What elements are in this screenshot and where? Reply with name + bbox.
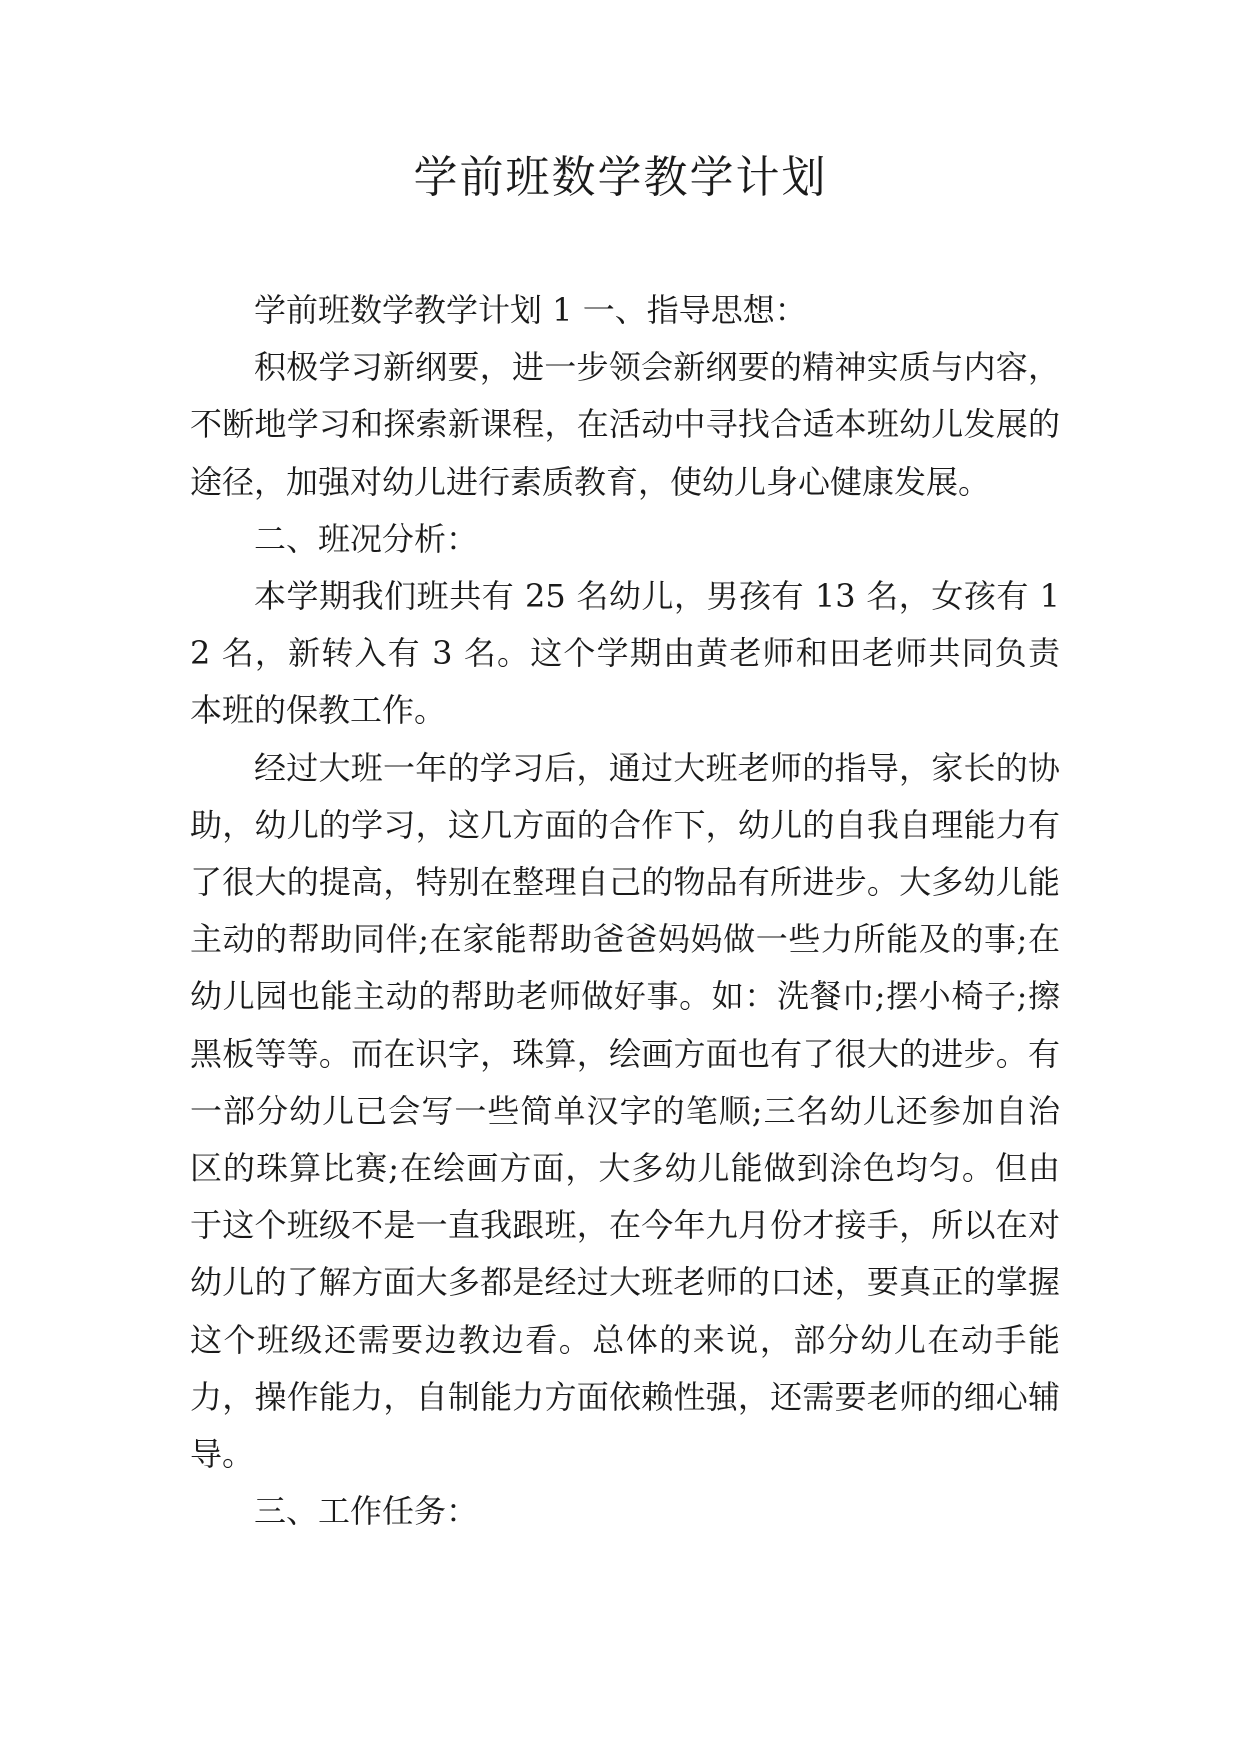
document-title: 学前班数学教学计划 bbox=[413, 152, 828, 203]
paragraph-intro-heading: 学前班数学教学计划 1 一、指导思想： bbox=[254, 291, 807, 329]
document-body bbox=[190, 282, 1060, 1540]
paragraph-guiding-thought: 积极学习新纲要，进一步领会新纲要的精神实质与内容，不断地学习和探索新课程，在活动中寻找合适本班幼儿发展的途径，加强对幼儿进行素质教育，使幼儿身心健康发展。 bbox=[190, 348, 1060, 501]
section-heading-class-analysis: 二、班况分析： bbox=[254, 519, 479, 558]
paragraph-class-progress: 经过大班一年的学习后，通过大班老师的指导，家长的协助，幼儿的学习，这几方面的合作下，幼儿的自我自理能力有了很大的提高，特别在整理自己的物品有所进步。大多幼儿能主动的帮助同伴;在家能帮助爸爸妈妈做一些力所能及的事;在幼儿园也能主动的帮助老师做好事。如：洗餐巾;摆小椅子;擦黑板等等。而在识字，珠算，绘画方面也有了很大的进步。有一部分幼儿已会写一些简单汉字的笔顺;三名幼儿还参加自治区的珠算比赛;在绘画方面，大多幼儿能做到涂色均匀。但由于这个班级不是一直我跟班，在今年九月份才接手，所以在对幼儿的了解方面大多都是经过大班老师的口述，要真正的掌握这个班级还需要边教边看。总体的来说，部分幼儿在动手能力，操作能力，自制能力方面依赖性强，还需要老师的细心辅导。 bbox=[190, 748, 1060, 1474]
section-heading-work-tasks: 三、工作任务： bbox=[254, 1492, 479, 1531]
paragraph-class-composition: 本学期我们班共有 25 名幼儿，男孩有 13 名，女孩有 12 名，新转入有 3 名。这个学期由黄老师和田老师共同负责本班的保教工作。 bbox=[190, 577, 1060, 730]
